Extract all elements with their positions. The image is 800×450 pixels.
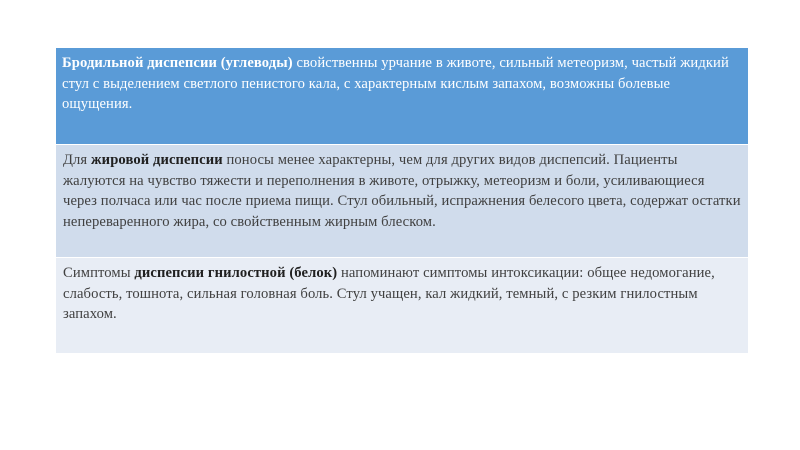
row-term: жировой диспепсии — [91, 152, 223, 168]
dyspepsia-table — [56, 48, 748, 353]
row-lead: Для — [63, 152, 91, 168]
row-term: диспепсии гнилостной (белок) — [134, 265, 338, 281]
row-term: Бродильной диспепсии (углеводы) — [62, 55, 293, 71]
row-description: поносы менее характерны, чем для других видов диспепсий. Пациенты жалуются на чувство тяжести и переполнения в животе, отрыжку, метеоризм и боли, усиливающиеся через полчаса или час после приема пищи. Стул обильный, испражнения белесого цвета, содержат остатки непереваренного жира, со свойственным жирным блеском. — [63, 152, 741, 230]
row-description: напоминают симптомы интоксикации: общее недомогание, слабость, тошнота, сильная головная боль. Стул учащен, кал жидкий, темный, с резким гнилостным запахом. — [63, 265, 715, 323]
row-description: свойственны урчание в животе, сильный метеоризм, частый жидкий стул с выделением светлого пенистого кала, с характерным кислым запахом, возможны болевые ощущения. — [62, 55, 729, 113]
table-row-fatty — [56, 145, 748, 258]
row-lead: Симптомы — [63, 265, 135, 281]
table-row-putrefactive — [56, 258, 748, 353]
table-row-fermentative — [56, 48, 748, 145]
